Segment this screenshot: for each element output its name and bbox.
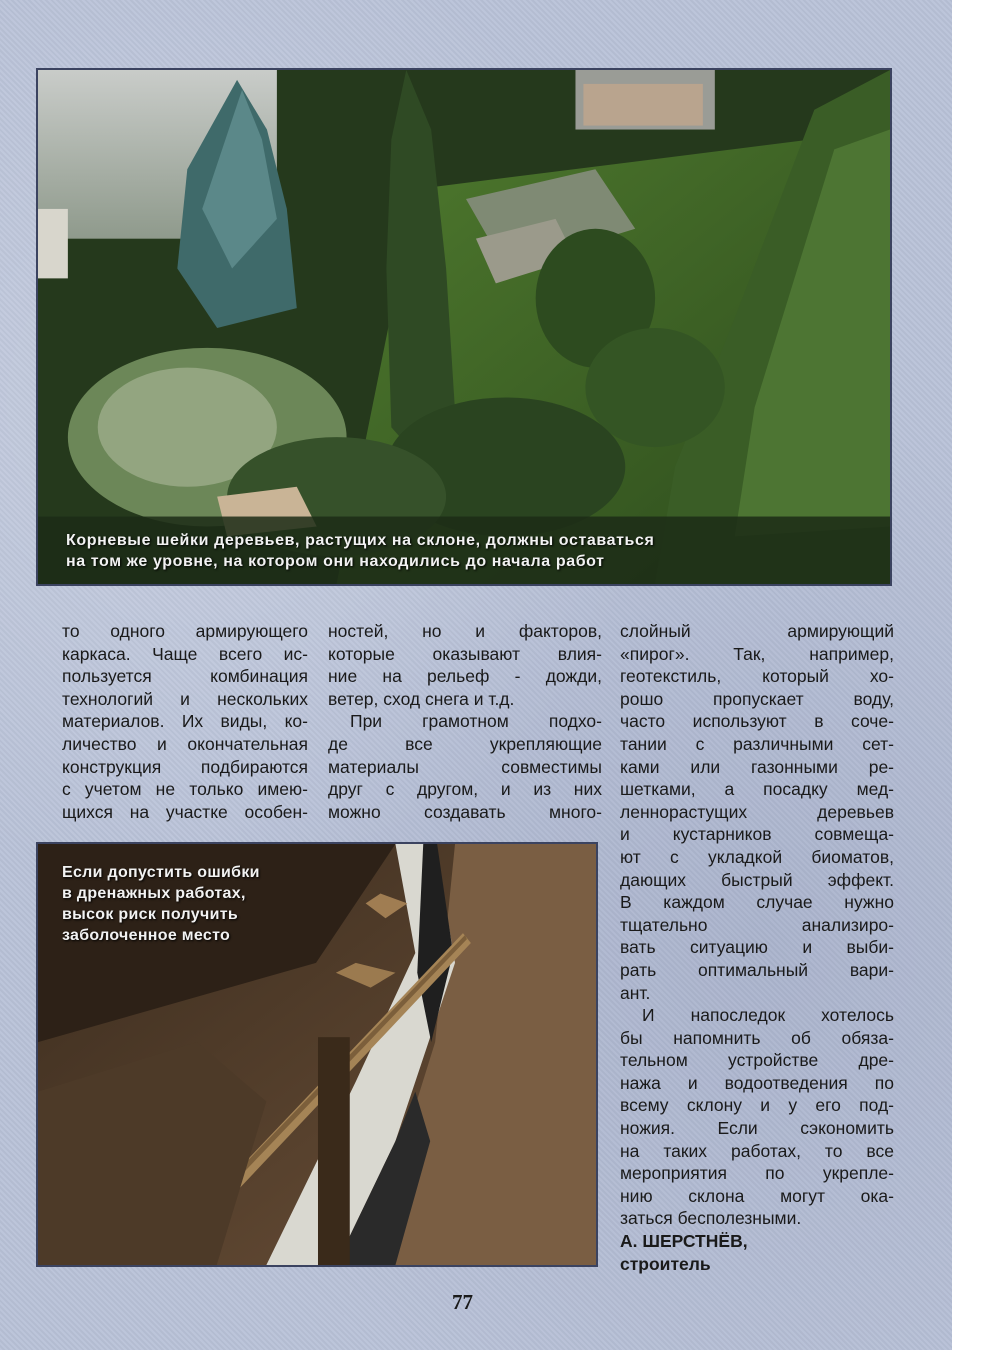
text-line: заться бесполезными. <box>620 1208 802 1229</box>
text-line: нажа и водоотведения по <box>620 1072 894 1093</box>
page-number: 77 <box>452 1290 473 1314</box>
text-line: то одного армирующего <box>62 621 308 641</box>
bottom-caption-line: Если допустить ошибки <box>62 864 260 881</box>
text-line: леннорастущих деревьев <box>620 801 894 822</box>
drainage-trench-photo <box>36 842 598 1267</box>
text-line: мероприятия по укрепле- <box>620 1163 894 1184</box>
text-line: ностей, но и факторов, <box>328 621 602 641</box>
bottom-caption-line: в дренажных работах, <box>62 885 246 902</box>
top-caption-line: на том же уровне, на котором они находились до начала работ <box>66 553 605 570</box>
text-column-1 <box>62 620 308 823</box>
text-line: тщательно анализиро- <box>620 914 894 935</box>
text-line: нию склона могут ока- <box>620 1185 894 1206</box>
text-line: бы напомнить об обяза- <box>620 1027 894 1048</box>
text-line: часто используют в соче- <box>620 711 894 732</box>
bottom-caption-line: высок риск получить <box>62 906 238 923</box>
text-line: пользуется комбинация <box>62 666 308 687</box>
text-line: тельном устройстве дре- <box>620 1050 894 1071</box>
text-line: материалы совместимы <box>328 756 602 777</box>
text-line: и кустарников совмеща- <box>620 824 894 845</box>
text-line: И напоследок хотелось <box>642 1005 894 1026</box>
author-name: А. ШЕРСТНЁВ, <box>620 1231 748 1252</box>
garden-slope-photo <box>36 68 892 586</box>
text-line: ножия. Если сэкономить <box>620 1118 894 1139</box>
text-line: ант. <box>620 982 651 1003</box>
text-line: друг с другом, и из них <box>328 779 602 800</box>
text-line: технологий и нескольких <box>62 688 308 709</box>
text-line: конструкция подбираются <box>62 756 308 777</box>
text-line: дающих быстрый эффект. <box>620 869 894 890</box>
bottom-photo-caption <box>62 862 260 946</box>
text-line: которые оказывают влия- <box>328 643 602 664</box>
bottom-caption-line: заболоченное место <box>62 927 231 944</box>
text-line: шетками, а посадку мед- <box>620 779 894 800</box>
text-line: каркаса. Чаще всего ис- <box>62 643 308 664</box>
text-line: де все укрепляющие <box>328 733 602 754</box>
text-line: ние на рельеф - дожди, <box>328 666 602 687</box>
text-line: ками или газонными ре- <box>620 756 894 777</box>
text-column-3 <box>620 620 894 1275</box>
author-role: строитель <box>620 1253 711 1274</box>
text-line: тании с различными сет- <box>620 733 894 754</box>
text-line: вать ситуацию и выби- <box>620 937 894 958</box>
text-line: ют с укладкой биоматов, <box>620 846 894 867</box>
text-line: «пирог». Так, например, <box>620 643 894 664</box>
top-caption-line: Корневые шейки деревьев, растущих на склоне, должны оставаться <box>66 532 655 549</box>
text-line: материалов. Их виды, ко- <box>62 711 308 732</box>
text-line: рать оптимальный вари- <box>620 959 894 980</box>
text-line: личество и окончательная <box>62 733 308 754</box>
text-line: можно создавать много- <box>328 801 602 822</box>
top-photo-caption <box>66 530 654 572</box>
text-line: ветер, сход снега и т.д. <box>328 688 515 709</box>
text-line: В каждом случае нужно <box>620 892 894 913</box>
text-line: с учетом не только имею- <box>62 779 308 800</box>
garden-slope-illustration <box>38 70 890 584</box>
text-column-2 <box>328 620 602 823</box>
text-line: всему склону и у его под- <box>620 1095 894 1116</box>
text-line: слойный армирующий <box>620 621 894 641</box>
text-line: рошо пропускает воду, <box>620 688 894 709</box>
text-line: щихся на участке особен- <box>62 801 308 822</box>
text-line: на таких работах, то все <box>620 1140 894 1161</box>
text-line: геотекстиль, который хо- <box>620 666 894 687</box>
text-line: При грамотном подхо- <box>350 711 602 732</box>
